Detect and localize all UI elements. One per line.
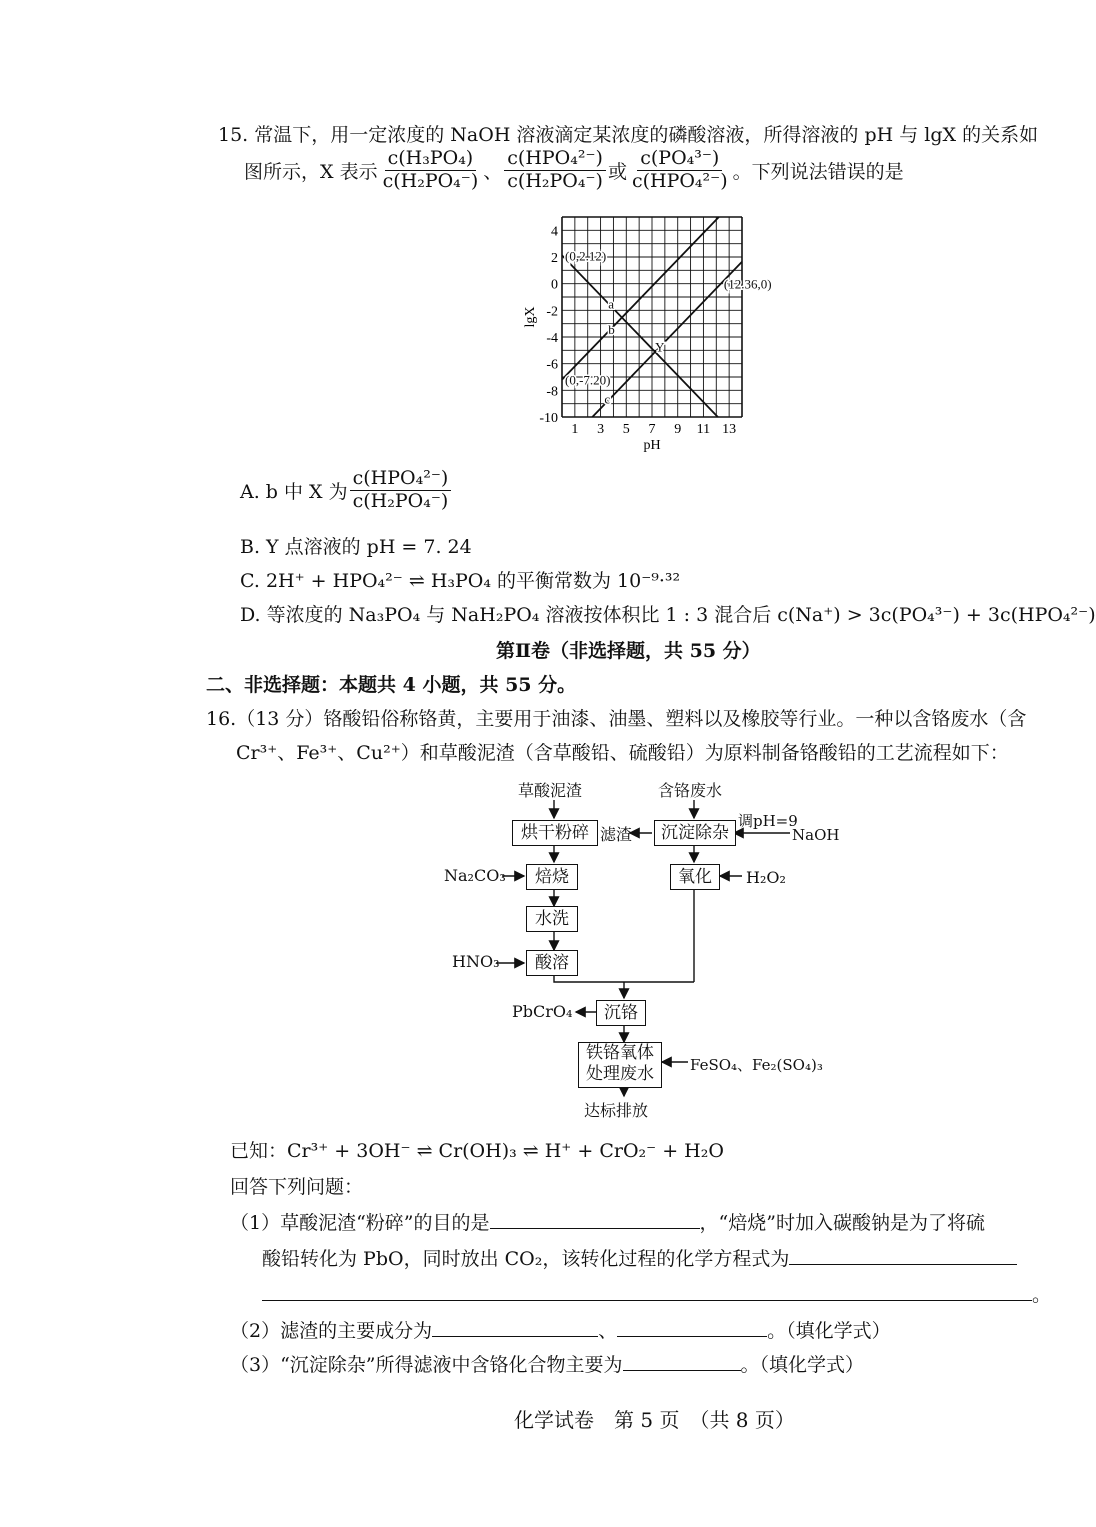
lgx-ph-chart	[520, 205, 772, 455]
flow-pbcro4-label: PbCrO₄	[512, 1002, 573, 1021]
frac3-denominator: c(HPO₄²⁻)	[631, 169, 728, 192]
q1-answer-blank-3[interactable]	[262, 1282, 1032, 1301]
q15-option-c: C. 2H⁺ + HPO₄²⁻ ⇌ H₃PO₄ 的平衡常数为 10⁻⁹·³²	[240, 570, 681, 592]
y-tick-label: 2	[551, 251, 558, 266]
flow-wash-box: 水洗	[526, 906, 578, 932]
q2-text-a: （2）滤渣的主要成分为	[230, 1320, 433, 1342]
q1-text-b: ，“焙烧”时加入碳酸钠是为了将硫	[699, 1212, 985, 1234]
q15-stem-line1: 15. 常温下，用一定浓度的 NaOH 溶液滴定某浓度的磷酸溶液，所得溶液的 pH 与 lgX 的关系如	[218, 124, 1039, 146]
q2-separator: 、	[598, 1320, 618, 1342]
q1-answer-blank-2[interactable]	[789, 1246, 1017, 1265]
flow-residue-label: 滤渣	[600, 825, 633, 844]
section2-heading: 二、非选择题：本题共 4 小题，共 55 分。	[206, 674, 577, 696]
flow-h2o2-label: H₂O₂	[746, 868, 786, 887]
x-tick-label: 11	[696, 422, 711, 437]
q2-answer-blank-1[interactable]	[432, 1318, 598, 1337]
annotation-label: a	[608, 296, 615, 312]
page-footer: 化学试卷 第 5 页 （共 8 页）	[514, 1408, 795, 1432]
q1-text-c: 酸铅转化为 PbO，同时放出 CO₂，该转化过程的化学方程式为	[262, 1248, 790, 1270]
q16-sub3	[230, 1350, 864, 1377]
q3-answer-blank[interactable]	[623, 1352, 741, 1371]
flow-dry-crush-box: 烘干粉碎	[512, 820, 598, 846]
q16-answer-prompt: 回答下列问题：	[230, 1176, 364, 1198]
q16-line1: 16.（13 分）铬酸铅俗称铬黄，主要用于油漆、油墨、塑料以及橡胶等行业。一种以含铬废水（含	[206, 708, 1027, 730]
q1-text-a: （1）草酸泥渣“粉碎”的目的是	[230, 1212, 490, 1234]
series-line-c	[592, 262, 742, 417]
x-axis-label: pH	[643, 438, 661, 453]
annotation-label: Y	[655, 339, 665, 355]
q2-answer-blank-2[interactable]	[617, 1318, 767, 1337]
flow-discharge-label: 达标排放	[584, 1101, 649, 1120]
section2-title: 第Ⅱ卷（非选择题，共 55 分）	[496, 640, 761, 662]
q15-separator-1: 、	[483, 160, 503, 183]
annotation-label: (0,-7.20)	[565, 372, 611, 388]
q15-fraction-1	[380, 148, 482, 193]
flow-ferrite-line2: 处理废水	[586, 1064, 654, 1084]
frac3-numerator: c(PO₄³⁻)	[637, 148, 722, 171]
q15-option-d: D. 等浓度的 Na₃PO₄ 与 NaH₂PO₄ 溶液按体积比 1 : 3 混合后 c(Na⁺) > 3c(PO₄³⁻) + 3c(HPO₄²⁻)	[240, 604, 1096, 626]
x-tick-label: 1	[571, 422, 579, 437]
flow-hno3-label: HNO₃	[452, 952, 500, 971]
q2-text-end: 。（填化学式）	[767, 1320, 891, 1342]
q15-stem-line2	[244, 148, 904, 193]
y-tick-label: -8	[546, 384, 558, 400]
q3-text-a: （3）“沉淀除杂”所得滤液中含铬化合物主要为	[230, 1354, 623, 1376]
y-tick-label: -6	[546, 357, 558, 373]
y-axis-label: lgX	[523, 306, 538, 328]
option-a-numerator: c(HPO₄²⁻)	[350, 468, 452, 491]
annotation-label: b	[608, 322, 615, 337]
y-tick-label: -4	[546, 331, 558, 346]
flow-adjust-ph-label: 调pH=9	[738, 812, 798, 830]
x-tick-label: 5	[622, 422, 630, 437]
flow-oxidize-box: 氧化	[670, 864, 720, 890]
x-tick-label: 9	[674, 422, 682, 437]
flow-ferrite-box	[578, 1042, 662, 1088]
series-line-b	[562, 217, 719, 380]
q16-sub1-line3	[262, 1280, 1051, 1307]
option-a-denominator: c(H₂PO₄⁻)	[352, 489, 449, 512]
q15-fraction-3	[629, 148, 731, 193]
frac1-numerator: c(H₃PO₄)	[385, 148, 477, 171]
frac2-denominator: c(H₂PO₄⁻)	[507, 169, 603, 192]
x-tick-label: 3	[597, 422, 605, 437]
series-line-a	[562, 255, 718, 417]
flow-feso4-label: FeSO₄、Fe₂(SO₄)₃	[690, 1056, 823, 1074]
y-tick-label: 4	[551, 224, 558, 240]
q15-option-b: B. Y 点溶液的 pH = 7. 24	[240, 536, 472, 558]
q16-sub2	[230, 1316, 891, 1343]
x-tick-label: 13	[722, 422, 737, 437]
q16-known: 已知：Cr³⁺ + 3OH⁻ ⇌ Cr(OH)₃ ⇌ H⁺ + CrO₂⁻ + H₂O	[230, 1140, 724, 1162]
flow-naoh-label: NaOH	[792, 826, 840, 844]
option-a-prefix: A. b 中 X 为	[240, 480, 348, 503]
flow-precip-cr-box: 沉铬	[596, 1000, 646, 1026]
annotation-label: (0,2.12)	[565, 248, 607, 264]
q16-sub1-line2	[262, 1244, 1017, 1271]
q15-separator-2: 或	[607, 160, 627, 183]
y-tick-label: 0	[551, 277, 558, 293]
q15-option-a	[240, 468, 453, 513]
flow-precip-remove-box: 沉淀除杂	[654, 820, 736, 846]
y-tick-label: -2	[546, 304, 558, 320]
flow-waste-label: 含铬废水	[658, 781, 723, 800]
q15-fraction-2	[504, 148, 606, 193]
annotation-label: (12.36,0)	[723, 276, 772, 292]
flow-na2co3-label: Na₂CO₃	[444, 866, 506, 885]
flow-roast-box: 焙烧	[526, 864, 578, 890]
flow-sludge-label: 草酸泥渣	[518, 781, 583, 800]
x-tick-label: 7	[648, 422, 656, 437]
q15-stem-suffix: 。下列说法错误的是	[732, 160, 904, 183]
option-a-fraction	[350, 468, 452, 513]
line-acid-to-junction	[554, 976, 694, 982]
q3-text-end: 。（填化学式）	[740, 1354, 865, 1376]
flow-ferrite-line1: 铁铬氧体	[586, 1043, 654, 1063]
flow-acid-dissolve-box: 酸溶	[526, 950, 578, 976]
q16-line2: Cr³⁺、Fe³⁺、Cu²⁺）和草酸泥渣（含草酸铅、硫酸铅）为原料制备铬酸铅的工艺流程如下：	[236, 742, 1009, 764]
frac1-denominator: c(H₂PO₄⁻)	[382, 169, 479, 192]
q1-answer-blank-1[interactable]	[490, 1210, 700, 1229]
frac2-numerator: c(HPO₄²⁻)	[504, 148, 606, 171]
annotation-label: c	[604, 391, 611, 407]
q1-text-end: 。	[1032, 1284, 1052, 1306]
q16-sub1-line1	[230, 1208, 985, 1235]
q15-stem-prefix: 图所示，X 表示	[244, 160, 378, 183]
y-tick-label: -10	[539, 411, 558, 426]
